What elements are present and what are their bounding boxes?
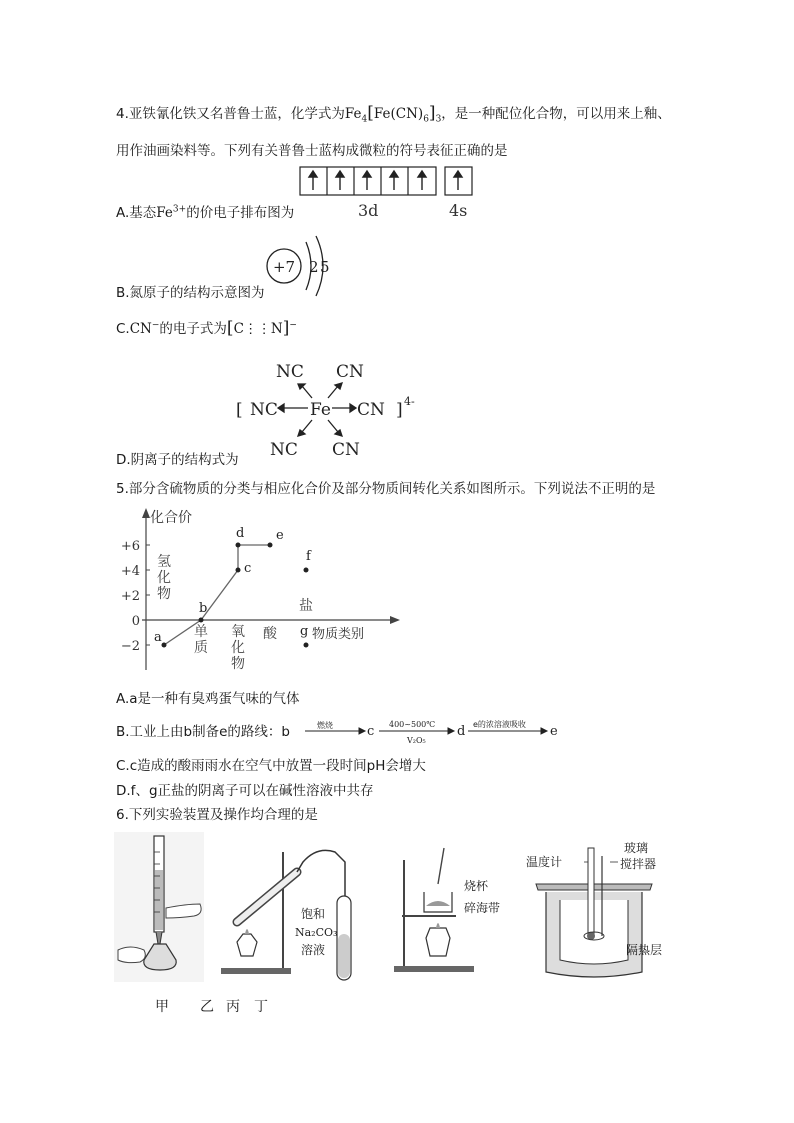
data-point: [236, 568, 241, 573]
label-saturated: 饱和: [301, 907, 326, 921]
q4-line1: [116, 104, 671, 123]
apparatus-yi: [217, 838, 377, 988]
apparatus-ding: [524, 836, 674, 986]
label-thermometer: 温度计: [526, 855, 563, 869]
label-4s: 4s: [449, 201, 468, 220]
category-label: 酸: [263, 626, 277, 642]
data-point: [236, 543, 241, 548]
anion-center: Fe: [310, 400, 331, 420]
y-tick-label: +6: [120, 539, 140, 554]
q4-formula: $Fe_4[Fe(CN)_6]_3$: [344, 103, 442, 125]
category-label-char: 质: [194, 640, 208, 656]
point-label: e: [276, 528, 284, 543]
label-insulation: 隔热层: [626, 943, 663, 957]
data-point: [268, 543, 273, 548]
alcohol-lamp: [237, 934, 257, 956]
up-arrow-icon: [309, 171, 317, 190]
category-label: 盐: [299, 598, 313, 614]
y-tick-label: −2: [120, 639, 140, 654]
caption-bing: 丙: [226, 999, 240, 1015]
q5-option-b: [116, 723, 290, 741]
chart-ylabel: 化合价: [150, 510, 192, 526]
chart-xlabel: 物质类别: [312, 627, 365, 642]
up-arrow-icon: [363, 171, 371, 190]
apparatus-jia: [114, 832, 204, 982]
ligand-bottom-right: CN: [332, 440, 360, 460]
point-label: a: [154, 630, 162, 645]
label-stirrer: 搅拌器: [620, 857, 657, 871]
x-axis-arrow-icon: [390, 616, 400, 624]
q5-stem: 5.部分含硫物质的分类与相应化合价及部分物质间转化关系如图所示。下列说法不正明的是: [116, 481, 656, 497]
q6-stem: 6.下列实验装置及操作均合理的是: [116, 807, 318, 823]
route-step2-bottom: V₂O₅: [407, 736, 426, 745]
q4-option-b: B.氮原子的结构示意图为: [116, 285, 265, 301]
label-glass: 玻璃: [624, 841, 649, 855]
route-step2-top: 400~500℃: [389, 720, 436, 729]
atom-shell-1: 2: [309, 258, 319, 276]
q4-line2: 用作油画染料等。下列有关普鲁士蓝构成微粒的符号表征正确的是: [116, 143, 508, 159]
data-point: [162, 643, 167, 648]
orbital-3d-box: [300, 167, 436, 195]
ligand-top-left: NC: [276, 362, 304, 382]
point-label: g: [300, 624, 309, 639]
up-arrow-icon: [336, 171, 344, 190]
point-label: c: [244, 561, 252, 576]
anion-bracket-open: [: [236, 400, 243, 420]
label-3d: 3d: [358, 201, 379, 220]
q4-option-d: D.阴离子的结构式为: [116, 452, 239, 468]
anion-bracket-close: ]: [396, 400, 403, 420]
data-point: [199, 618, 204, 623]
route-c: c: [367, 724, 375, 739]
ligand-top-right: CN: [336, 362, 364, 382]
y-tick-label: +4: [120, 564, 140, 579]
category-label-char: 氢: [157, 554, 171, 570]
label-beaker: 烧杯: [464, 879, 489, 893]
y-tick-label: +2: [120, 589, 140, 604]
q5-option-a: A.a是一种有臭鸡蛋气味的气体: [116, 691, 300, 707]
data-point: [304, 643, 309, 648]
label-solution: 溶液: [301, 943, 326, 957]
route-d: d: [457, 724, 466, 739]
y-tick-label: 0: [131, 614, 140, 629]
orbital-diagram: [296, 164, 481, 224]
sulfur-valence-chart: [112, 504, 412, 684]
y-axis-arrow-icon: [142, 508, 150, 518]
atom-nucleus: +7: [272, 258, 296, 276]
point-label: d: [236, 526, 245, 541]
q4-line1-text: 4.亚铁氰化铁又名普鲁士蓝，化学式为: [116, 106, 345, 122]
label-na2co3: Na₂CO₃: [295, 926, 338, 939]
q4-option-c: C.CN−的电子式为[C⋮⋮N]−: [116, 318, 297, 338]
q5-option-d: D.f、g正盐的阴离子可以在碱性溶液中共存: [116, 783, 374, 799]
up-arrow-icon: [418, 171, 426, 190]
category-label-char: 物: [157, 586, 171, 602]
category-label-char: 氧: [231, 624, 245, 640]
transformation-line: [164, 545, 270, 645]
data-point: [304, 568, 309, 573]
nitrogen-atom-diagram: [262, 232, 342, 302]
category-label-char: 化: [157, 570, 171, 586]
category-label-char: 单: [194, 624, 208, 640]
point-label: b: [199, 601, 208, 616]
route-step1: 燃烧: [317, 721, 333, 730]
point-label: f: [306, 549, 311, 564]
route-e: e: [550, 724, 558, 739]
anion-charge: 4-: [404, 395, 415, 408]
atom-shell-2: 5: [320, 258, 330, 276]
up-arrow-icon: [390, 171, 398, 190]
ligand-bottom-left: NC: [270, 440, 298, 460]
q5-route-diagram: [303, 714, 563, 746]
q4-option-a: A.基态$Fe^{3+}$的价电子排布图为: [116, 204, 295, 221]
category-label-char: 化: [231, 640, 245, 656]
label-seaweed: 碎海带: [464, 901, 501, 915]
apparatus-bing: [394, 840, 504, 980]
caption-yi: 乙: [200, 999, 214, 1015]
caption-ding: 丁: [254, 999, 268, 1015]
q5-option-c: C.c造成的酸雨雨水在空气中放置一段时间pH会增大: [116, 758, 426, 774]
caption-jia: 甲: [155, 999, 169, 1015]
ligand-right: CN: [357, 400, 385, 420]
anion-structure-diagram: [232, 358, 427, 463]
q4-line1-tail: ，是一种配位化合物，可以用来上釉、: [441, 106, 671, 122]
up-arrow-icon: [454, 171, 462, 190]
category-label-char: 物: [231, 656, 245, 672]
q5-option-b-text: B.工业上由b制备e的路线：b: [116, 724, 290, 740]
ligand-left: NC: [250, 400, 278, 420]
route-step3: e的浓溶液吸收: [473, 720, 526, 729]
